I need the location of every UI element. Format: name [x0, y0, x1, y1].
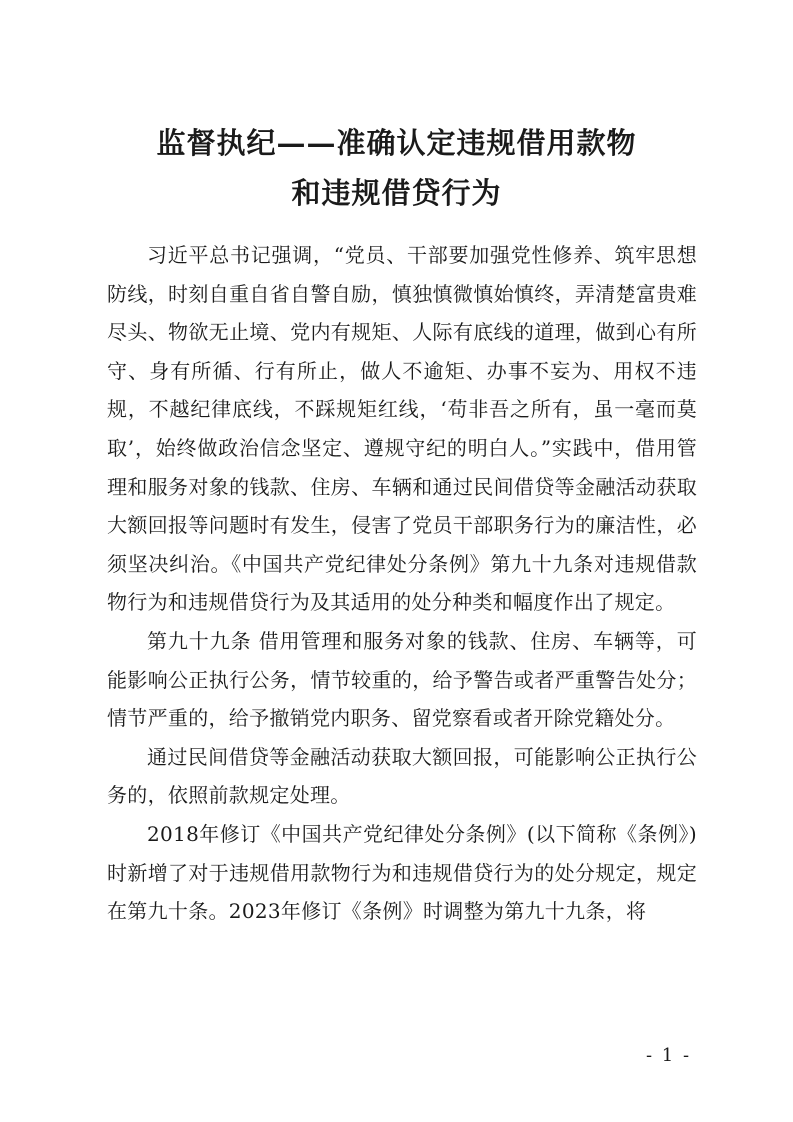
page-number: - 1 -	[646, 1045, 692, 1066]
paragraph-revision-history: 2018年修订《中国共产党纪律处分条例》(以下简称《条例》)时新增了对于违规借用款物行为和违规借贷行为的处分规定，规定在第九十条。2023年修订《条例》时调整为第九十九条，将	[107, 821, 697, 924]
paragraph-lending: 通过民间借贷等金融活动获取大额回报，可能影响公正执行公务的，依照前款规定处理。	[107, 744, 697, 808]
paragraph-intro: 习近平总书记强调，“党员、干部要加强党性修养、筑牢思想防线，时刻自重自省自警自励，慎独慎微慎始慎终，弄清楚富贵难尽头、物欲无止境、党内有规矩、人际有底线的道理，做到心有所守、身有所循、行有所止，做人不逾矩、办事不妄为、用权不违规，不越纪律底线，不踩规矩红线，‘苟非吾之所有，虽一毫而莫取’，始终做政治信念坚定、遵规守纪的明白人。”实践中，借用管理和服务对象的钱款、住房、车辆和通过民间借贷等金融活动获取大额回报等问题时有发生，侵害了党员干部职务行为的廉洁性，必须坚决纠治。《中国共产党纪律处分条例》第九十九条对违规借款物行为和违规借贷行为及其适用的处分种类和幅度作出了规定。	[107, 243, 697, 615]
document-title	[0, 118, 793, 218]
title-line-2: 和违规借贷行为	[291, 176, 502, 210]
document-body	[107, 236, 697, 931]
title-line-1: 监督执纪——准确认定违规借用款物	[156, 126, 637, 160]
paragraph-article-99: 第九十九条 借用管理和服务对象的钱款、住房、车辆等，可能影响公正执行公务，情节较重的，给予警告或者严重警告处分；情节严重的，给予撤销党内职务、留党察看或者开除党籍处分。	[107, 628, 697, 731]
